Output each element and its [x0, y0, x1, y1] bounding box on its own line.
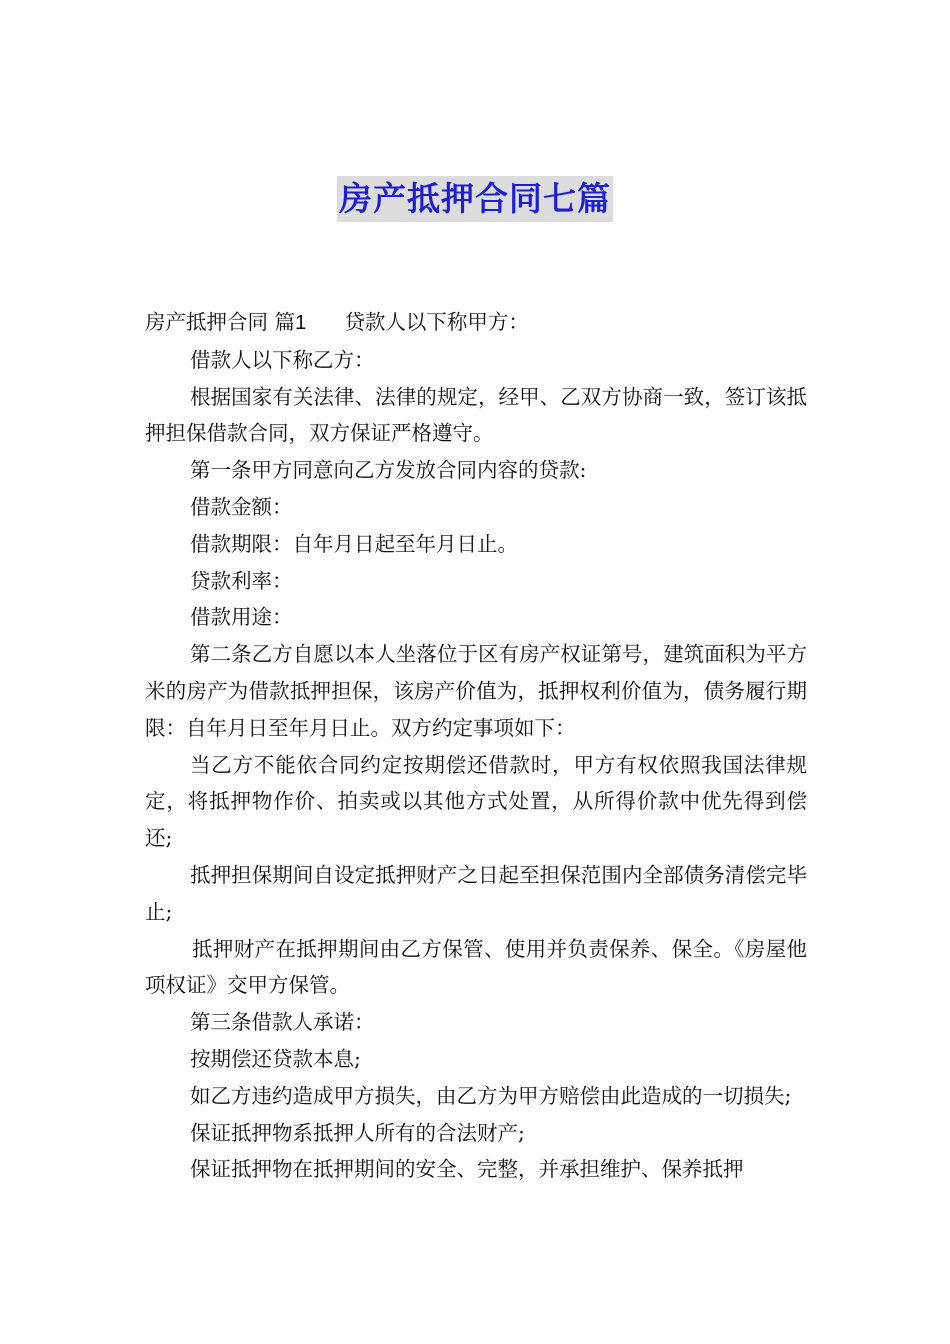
paragraph-loan-term: 借款期限：自年月日起至年月日止。 — [190, 531, 518, 556]
paragraph-article-2: 第二条乙方自愿以本人坐落位于区有房产权证第号，建筑面积为平方米的房产为借款抵押担保，该房产价值为，抵押权利价值为，债务履行期限：自年月日至年月日止。双方约定事项如下： — [145, 642, 807, 740]
paragraph-loan-amount: 借款金额： — [190, 494, 293, 519]
paragraph-guarantee-period: 抵押担保期间自设定抵押财产之日起至担保范围内全部债务清偿完毕止; — [145, 862, 807, 924]
first-line — [145, 304, 807, 342]
paragraph-article-1: 第一条甲方同意向乙方发放合同内容的贷款: — [190, 458, 587, 483]
title-container — [0, 176, 950, 222]
paragraph-repayment: 按期偿还贷款本息; — [190, 1046, 361, 1071]
paragraph-compensation: 如乙方违约造成甲方损失，由乙方为甲方赔偿由此造成的一切损失; — [190, 1083, 792, 1108]
document-title: 房产抵押合同七篇 — [337, 176, 613, 222]
section-number: 1 — [295, 311, 307, 334]
paragraph-loan-purpose: 借款用途： — [190, 605, 293, 630]
document-body — [145, 304, 807, 1188]
paragraph-custody: 抵押财产在抵押期间由乙方保管、使用并负责保养、保全。《房屋他项权证》交甲方保管。 — [145, 936, 807, 998]
paragraph-legal-property: 保证抵押物系抵押人所有的合法财产; — [190, 1120, 525, 1145]
section-heading: 房产抵押合同 篇 — [145, 310, 296, 334]
paragraph-article-3: 第三条借款人承诺： — [190, 1010, 375, 1035]
paragraph-preamble: 根据国家有关法律、法律的规定，经甲、乙双方协商一致，签订该抵押担保借款合同，双方保证严格遵守。 — [145, 384, 807, 446]
paragraph-interest-rate: 贷款利率： — [190, 568, 293, 593]
lender-line: 贷款人以下称甲方： — [344, 310, 529, 334]
paragraph-default-remedy: 当乙方不能依合同约定按期偿还借款时，甲方有权依照我国法律规定，将抵押物作价、拍卖或以其他方式处置，从所得价款中优先得到偿还; — [145, 752, 807, 851]
paragraph-borrower: 借款人以下称乙方： — [190, 347, 375, 372]
paragraph-maintenance: 保证抵押物在抵押期间的安全、完整，并承担维护、保养抵押 — [190, 1157, 744, 1182]
